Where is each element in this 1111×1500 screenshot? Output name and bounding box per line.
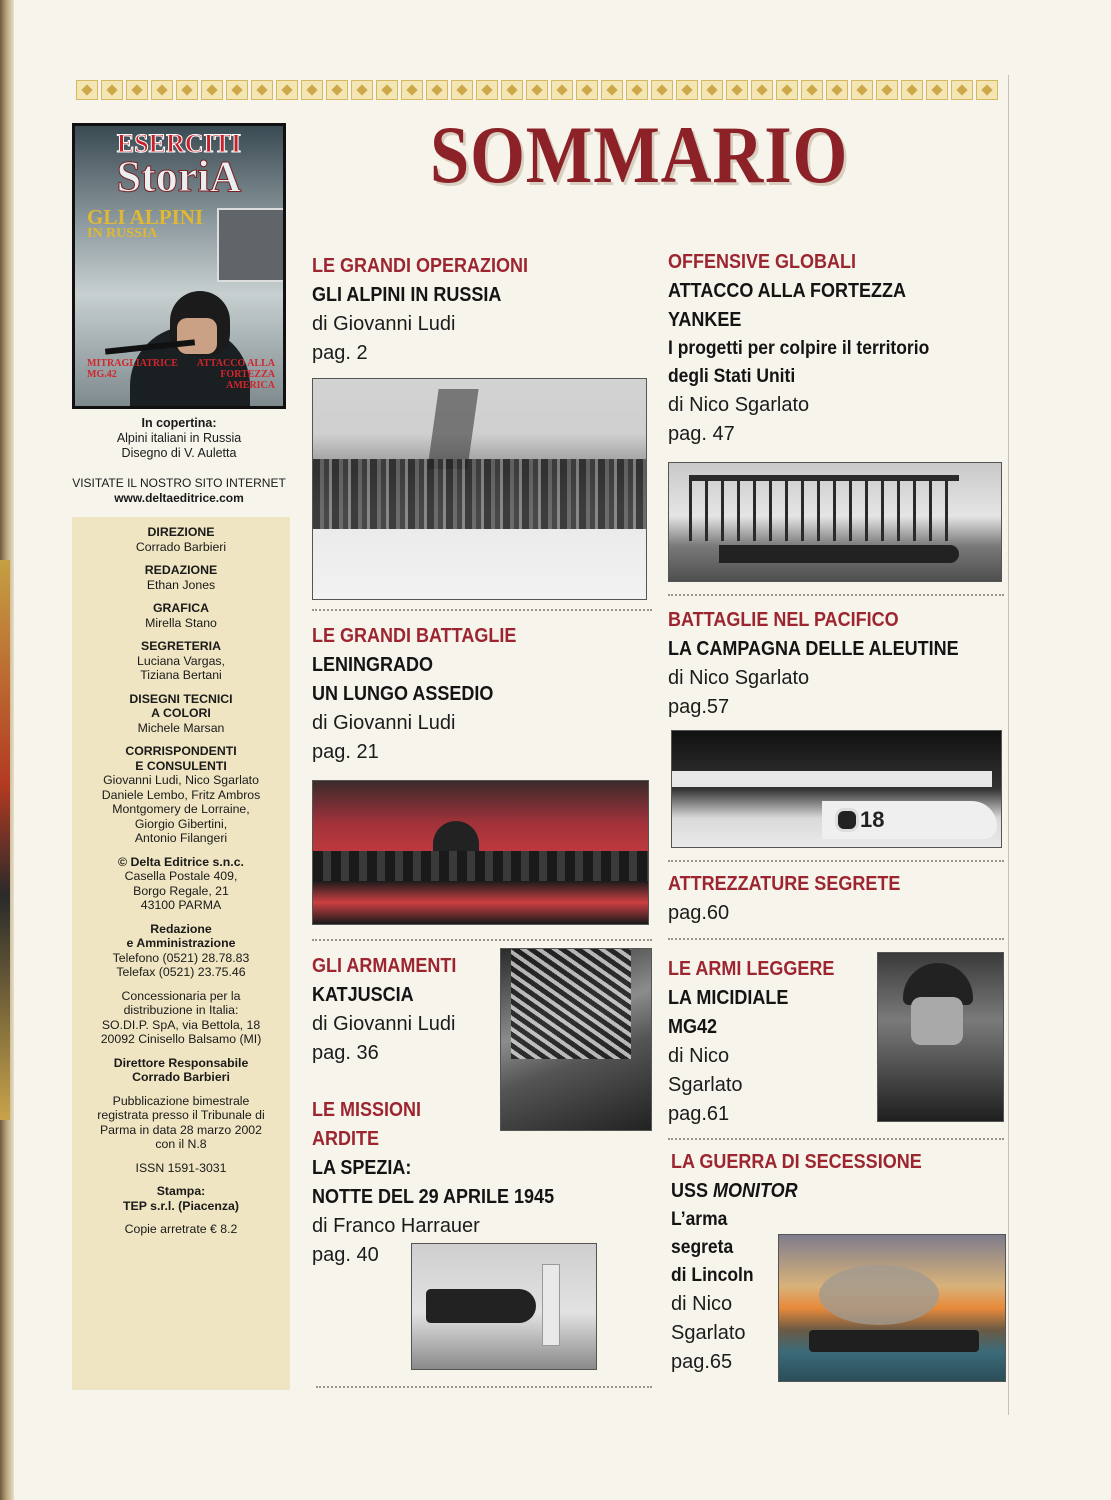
article-operazioni[interactable]	[312, 252, 552, 368]
article-title-italic: MONITOR	[713, 1180, 798, 1202]
article-battaglie[interactable]	[312, 622, 539, 767]
masthead-line: Casella Postale 409,	[124, 869, 238, 883]
section-label: LE GRANDI BATTAGLIE	[312, 625, 517, 647]
masthead-heading: Redazione	[150, 921, 212, 936]
article-title: LENINGRADO	[312, 654, 434, 676]
ornament-tile	[326, 80, 348, 100]
article-subtitle: segreta	[671, 1237, 734, 1258]
article-page: pag.57	[668, 696, 730, 718]
masthead-line: Luciana Vargas,	[137, 653, 225, 668]
divider	[316, 1386, 652, 1388]
article-author: di Nico	[668, 1045, 730, 1067]
section-label: LE GRANDI OPERAZIONI	[312, 255, 529, 277]
article-title: MG42	[668, 1016, 718, 1038]
cover-caption-line: Disegno di V. Auletta	[121, 446, 237, 460]
section-label: BATTAGLIE NEL PACIFICO	[668, 609, 899, 631]
cover-caption-head: In copertina:	[141, 416, 217, 430]
masthead-block	[78, 989, 284, 1047]
photo-monitor-battle-painting	[778, 1234, 1006, 1382]
article-subtitle: L’arma	[671, 1209, 728, 1230]
ornament-tile	[851, 80, 873, 100]
masthead-heading: DISEGNI TECNICI	[129, 691, 233, 706]
masthead-line: con il N.8	[155, 1137, 207, 1151]
ornament-tile	[951, 80, 973, 100]
photo-alpini-snow	[312, 378, 647, 600]
ornament-tile	[701, 80, 723, 100]
masthead-line: 43100 PARMA	[140, 898, 222, 912]
masthead-line: Mirella Stano	[145, 615, 217, 630]
ornament-tile	[626, 80, 648, 100]
masthead-heading: SEGRETERIA	[141, 639, 221, 653]
article-author: di Franco Harrauer	[312, 1215, 480, 1237]
article-author: Sgarlato	[671, 1322, 746, 1344]
cover-tag-left: MITRAGLIATRICE MG.42	[87, 358, 178, 380]
masthead-line: Telefono (0521) 28.78.83	[112, 950, 250, 965]
ornament-tile	[276, 80, 298, 100]
article-subtitle: degli Stati Uniti	[668, 366, 796, 387]
website-url[interactable]: www.deltaeditrice.com	[114, 491, 244, 505]
article-subtitle: di Lincoln	[671, 1265, 754, 1286]
cover-subtitle-2: IN RUSSIA	[87, 226, 158, 241]
ornament-tile	[526, 80, 548, 100]
masthead-block	[78, 639, 284, 683]
article-author: di Nico	[671, 1293, 733, 1315]
masthead-line: ISSN 1591-3031	[135, 1160, 227, 1175]
masthead-heading: Stampa:	[156, 1184, 206, 1198]
masthead-heading: A COLORI	[151, 706, 211, 720]
ornament-tile	[726, 80, 748, 100]
masthead-line: registrata presso il Tribunale di	[97, 1108, 265, 1122]
masthead-block	[78, 692, 284, 736]
ornament-tile	[226, 80, 248, 100]
divider	[668, 860, 1004, 862]
masthead-heading: E CONSULENTI	[135, 758, 227, 773]
article-armamenti[interactable]	[312, 952, 472, 1068]
masthead-heading: DIREZIONE	[147, 525, 215, 539]
article-author: di Giovanni Ludi	[312, 712, 456, 734]
photo-submarine-dock	[668, 462, 1002, 582]
cover-title-main: StoriA	[116, 152, 242, 201]
article-page: pag.60	[668, 902, 730, 924]
article-author: di Nico Sgarlato	[668, 667, 810, 689]
ornament-tile	[976, 80, 998, 100]
cover-caption	[72, 416, 286, 461]
masthead-line: Concessionaria per la	[121, 988, 241, 1003]
page-title: SOMMARIO	[430, 109, 849, 200]
masthead-line: 20092 Cinisello Balsamo (MI)	[100, 1032, 262, 1046]
masthead-line: Copie arretrate € 8.2	[124, 1222, 238, 1236]
article-title: LA CAMPAGNA DELLE ALEUTINE	[668, 638, 959, 660]
section-label: LE ARMI LEGGERE	[668, 958, 835, 980]
ornament-tile	[776, 80, 798, 100]
ornament-tile	[876, 80, 898, 100]
masthead-heading: e Amministrazione	[126, 936, 236, 950]
photo-mg42-soldier	[877, 952, 1004, 1122]
article-author: di Nico Sgarlato	[668, 394, 810, 416]
masthead-block	[78, 525, 284, 554]
masthead-block	[78, 1056, 284, 1085]
masthead-block	[78, 1094, 284, 1152]
article-offensive[interactable]	[668, 248, 952, 449]
masthead-heading: CORRISPONDENTI	[125, 744, 237, 758]
article-page: pag. 47	[668, 423, 735, 445]
masthead-line: Borgo Regale, 21	[133, 883, 229, 898]
website-block	[72, 476, 286, 506]
cover-tag-right: ATTACCO ALLA FORTEZZA AMERICA	[196, 358, 275, 391]
masthead-block	[78, 1184, 284, 1213]
masthead-line: SO.DI.P. SpA, via Bettola, 18	[101, 1017, 261, 1032]
ornament-border	[76, 80, 1006, 102]
article-leggere[interactable]	[668, 955, 853, 1129]
masthead-line: Antonio Filangeri	[134, 831, 228, 845]
masthead-line: Tiziana Bertani	[140, 668, 222, 682]
ornament-tile	[401, 80, 423, 100]
ornament-tile	[551, 80, 573, 100]
section-label: GLI ARMAMENTI	[312, 955, 457, 977]
masthead-heading: REDAZIONE	[144, 563, 218, 577]
masthead-line: Corrado Barbieri	[135, 539, 227, 554]
ornament-tile	[576, 80, 598, 100]
section-label: OFFENSIVE GLOBALI	[668, 251, 857, 273]
divider	[668, 938, 1004, 940]
photo-leningrad-fire	[312, 780, 649, 925]
masthead-block	[78, 601, 284, 630]
binding-strip	[0, 560, 10, 1120]
cover-image	[72, 123, 286, 409]
aircraft-marking: 18	[860, 807, 885, 832]
photo-seaplane	[671, 730, 1002, 848]
ornament-tile	[926, 80, 948, 100]
masthead-heading: GRAFICA	[152, 601, 209, 615]
masthead-line: Telefax (0521) 23.75.46	[116, 965, 246, 979]
divider	[312, 609, 652, 611]
ornament-tile	[126, 80, 148, 100]
article-title: ATTACCO ALLA FORTEZZA	[668, 280, 906, 302]
article-pacifico[interactable]	[668, 606, 991, 722]
ornament-tile	[76, 80, 98, 100]
ornament-tile	[301, 80, 323, 100]
masthead-heading: TEP s.r.l. (Piacenza)	[123, 1198, 239, 1213]
masthead-line: Parma in data 28 marzo 2002	[99, 1122, 262, 1137]
article-title: NOTTE DEL 29 APRILE 1945	[312, 1186, 555, 1208]
ornament-tile	[351, 80, 373, 100]
ornament-tile	[501, 80, 523, 100]
masthead-line: distribuzione in Italia:	[123, 1003, 239, 1017]
article-title: KATJUSCIA	[312, 984, 414, 1006]
masthead-line: Ethan Jones	[146, 577, 216, 592]
article-title-prefix: USS	[671, 1180, 714, 1202]
masthead-line: Giovanni Ludi, Nico Sgarlato	[103, 773, 259, 787]
divider	[668, 1138, 1004, 1140]
ornament-tile	[751, 80, 773, 100]
cover-subtitle: GLI ALPINI	[87, 205, 204, 229]
ornament-tile	[651, 80, 673, 100]
cover-title-top: ESERCITI	[116, 129, 242, 158]
article-author: di Giovanni Ludi	[312, 313, 456, 335]
article-author: di Giovanni Ludi	[312, 1013, 456, 1035]
ornament-tile	[201, 80, 223, 100]
masthead-line: Pubblicazione bimestrale	[112, 1093, 250, 1108]
cover-caption-line: Alpini italiani in Russia	[116, 431, 242, 445]
section-label: LA GUERRA DI SECESSIONE	[671, 1151, 922, 1173]
article-subtitle: I progetti per colpire il territorio	[668, 338, 930, 359]
masthead-block	[78, 922, 284, 980]
ornament-tile	[476, 80, 498, 100]
article-segrete[interactable]	[668, 870, 926, 928]
article-title	[671, 1177, 922, 1206]
article-page: pag.61	[668, 1103, 730, 1125]
masthead-block	[78, 744, 284, 846]
ornament-tile	[251, 80, 273, 100]
ornament-tile	[376, 80, 398, 100]
article-author: Sgarlato	[668, 1074, 743, 1096]
article-title: YANKEE	[668, 309, 742, 331]
masthead-line: Montgomery de Lorraine,	[112, 802, 250, 816]
ornament-tile	[426, 80, 448, 100]
website-label: VISITATE IL NOSTRO SITO INTERNET	[72, 476, 286, 490]
divider	[312, 939, 652, 941]
ornament-tile	[901, 80, 923, 100]
masthead-line: Giorgio Gibertini,	[134, 816, 228, 831]
ornament-tile	[801, 80, 823, 100]
section-label: ARDITE	[312, 1128, 380, 1150]
article-page: pag. 21	[312, 741, 379, 763]
masthead-heading: Corrado Barbieri	[132, 1070, 230, 1084]
article-title: LA MICIDIALE	[668, 987, 789, 1009]
ornament-tile	[176, 80, 198, 100]
article-page: pag. 36	[312, 1042, 379, 1064]
masthead-block	[78, 563, 284, 592]
masthead-line: Michele Marsan	[137, 720, 225, 735]
article-page: pag. 2	[312, 342, 368, 364]
masthead-block	[78, 1222, 284, 1237]
masthead-line: Daniele Lembo, Fritz Ambros	[101, 787, 261, 802]
ornament-tile	[676, 80, 698, 100]
masthead-block	[78, 1161, 284, 1176]
ornament-tile	[151, 80, 173, 100]
divider	[668, 594, 1004, 596]
masthead-heading: Direttore Responsabile	[113, 1055, 249, 1070]
article-title: UN LUNGO ASSEDIO	[312, 683, 494, 705]
ornament-tile	[826, 80, 848, 100]
article-title: LA SPEZIA:	[312, 1157, 412, 1179]
section-label: LE MISSIONI	[312, 1099, 422, 1121]
frame-rule	[1008, 75, 1009, 1415]
ornament-tile	[451, 80, 473, 100]
photo-la-spezia-torpedo	[411, 1243, 597, 1370]
masthead-heading: © Delta Editrice s.n.c.	[118, 854, 244, 869]
article-page: pag. 40	[312, 1244, 379, 1266]
masthead-box	[72, 517, 290, 1390]
masthead-block	[78, 855, 284, 913]
cover-inset-photo	[217, 208, 285, 282]
article-page: pag.65	[671, 1351, 733, 1373]
ornament-tile	[601, 80, 623, 100]
section-label: ATTREZZATURE SEGRETE	[668, 873, 901, 895]
article-title: GLI ALPINI IN RUSSIA	[312, 284, 502, 306]
ornament-tile	[101, 80, 123, 100]
